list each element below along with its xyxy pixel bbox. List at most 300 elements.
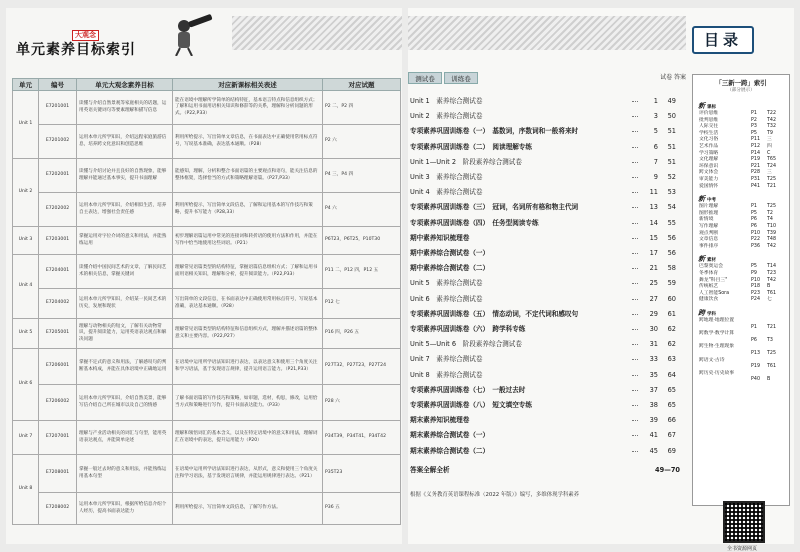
toc-leader-dots: [632, 329, 638, 330]
test-cell: P4 三，P4 四: [323, 159, 401, 193]
index-entry-label: 跨生物·生理现象: [699, 344, 735, 350]
index-entry-page: P36: [751, 243, 760, 249]
index-entry-page: P41: [751, 183, 760, 189]
toc-item[interactable]: [410, 231, 676, 245]
index-entry-page: P19: [751, 157, 760, 163]
test-cell: P36 五: [323, 493, 401, 525]
col-header-code: 编号: [39, 79, 77, 91]
index-entry-page: P1: [751, 204, 757, 210]
toc-answer-page: 51: [667, 157, 676, 166]
toc-test-page: 25: [649, 279, 658, 288]
toc-leader-dots: [632, 268, 638, 269]
standard-cell: 利用所给提示，写出简单文段信息，了解和运用基本的写作技巧和策略，提升书写能力（P28,33）: [173, 193, 323, 227]
unit-cell: Unit 3: [13, 227, 39, 255]
index-entry-item: T2: [767, 210, 773, 216]
index-entry: [699, 244, 785, 251]
answers-pages: 49—70: [655, 466, 680, 474]
index-entry-page: P12: [751, 144, 760, 149]
toc-item[interactable]: [410, 261, 676, 275]
index-entry-label: 跨历史·历史故事: [699, 370, 735, 376]
toc-answer-page: 60: [667, 294, 676, 303]
code-cell: E7206001: [39, 349, 77, 385]
index-entry-label: 跨语文·古诗: [699, 357, 725, 363]
index-entry-item: T23: [767, 271, 777, 276]
toc-item-title: 专项素养巩固训练卷（一） 基数词，序数词和一般将来时: [410, 127, 579, 136]
toc-leader-dots: [632, 451, 638, 452]
index-entry-label: 跨文体会: [699, 170, 719, 176]
index-entry-item: T9: [767, 130, 773, 136]
test-cell: P4 六: [323, 193, 401, 227]
index-entry-page: P10: [751, 230, 760, 236]
toc-item-title: Unit 8 素养综合测试卷: [410, 370, 483, 379]
toc-item-title: 专项素养巩固训练卷（五） 情态动词，不定代词和感叹句: [410, 309, 579, 318]
index-entry-label: 跨地理·地理位置: [699, 318, 735, 323]
code-cell: E7202002: [39, 193, 77, 227]
table-row: [13, 421, 401, 455]
index-section-heading: [698, 194, 716, 204]
index-entry: [699, 284, 785, 291]
toc-leader-dots: [632, 359, 638, 360]
index-entry-page: P24: [751, 297, 760, 303]
toc-test-page: 13: [649, 203, 658, 212]
index-entry-item: 三: [767, 170, 772, 176]
tab-tests: 测试卷: [408, 72, 442, 84]
index-entry-item: T61: [767, 364, 777, 370]
toc-item[interactable]: [410, 444, 676, 458]
toc-test-page: 7: [653, 157, 658, 166]
index-entry-page: P1: [751, 111, 757, 116]
index-entry-page: P40: [751, 377, 760, 383]
index-entry: [699, 351, 785, 358]
index-section-sub: 课标: [707, 105, 716, 110]
toc-answer-page: 59: [667, 279, 676, 288]
toc-test-page: 41: [649, 431, 658, 440]
index-entry-page: P18: [751, 284, 760, 290]
code-cell: E7204002: [39, 289, 77, 319]
index-entry-item: T4: [767, 217, 773, 223]
index-entry-page: P23: [751, 290, 760, 296]
standard-cell: 写出简单的文段信息，在书面表达中正确使用常用标点符号，写说基本准确，表达基本通顺。（P28）: [173, 289, 323, 319]
qr-code-icon[interactable]: [723, 501, 765, 543]
unit-goal-table: [12, 78, 401, 525]
code-cell: E7205001: [39, 319, 77, 349]
footnote: 根据《义务教育英语课程标准（2022 年版）》编写，多维体现学科素养: [410, 492, 580, 498]
index-entry-item: T10: [767, 224, 777, 229]
left-page: [6, 8, 402, 544]
index-entry-label: 批判思维: [699, 117, 719, 123]
answers-entry[interactable]: [410, 463, 680, 477]
index-entry: [699, 177, 785, 184]
left-page-title: 单元素养目标索引: [16, 42, 136, 58]
index-entry: [699, 217, 785, 224]
toc-item[interactable]: [410, 124, 676, 138]
toc-leader-dots: [632, 253, 638, 254]
index-entry-item: T42: [767, 243, 777, 249]
answers-label: 答案全解全析: [410, 466, 450, 474]
index-entry-label: 图形推理: [699, 210, 719, 216]
toc-item[interactable]: [410, 170, 676, 184]
unit-cell: Unit 6: [13, 349, 39, 421]
table-header-row: [13, 79, 401, 91]
toc-leader-dots: [632, 101, 638, 102]
col-header-unit: 单元: [13, 79, 39, 91]
toc-item[interactable]: [410, 383, 676, 397]
index-entry-item: T22: [767, 111, 777, 116]
index-entry-label: 事件排序: [699, 243, 719, 249]
index-section-sub: 学科: [707, 312, 716, 317]
test-cell: P35T23: [323, 455, 401, 493]
toc-item-title: Unit 6 素养综合测试卷: [410, 294, 483, 303]
code-cell: E7207001: [39, 421, 77, 455]
index-entry: [699, 271, 785, 278]
toc-answer-page: 55: [667, 218, 676, 227]
toc-item-title: Unit 5 素养综合测试卷: [410, 279, 483, 288]
goal-cell: 运用本单元所学知识，根据所给信息介绍个人经历，提高书面表达能力: [77, 493, 173, 525]
table-row: [13, 159, 401, 193]
goal-cell: 理解与产业活动相关的词汇与句型，能用英语表达观点，并能简单论述: [77, 421, 173, 455]
table-row: [13, 493, 401, 525]
index-entry-label: 跨数学·数学计算: [699, 331, 735, 337]
toc-test-page: 5: [653, 127, 658, 136]
table-row: [13, 193, 401, 227]
toc-leader-dots: [632, 177, 638, 178]
index-entry-page: P13: [751, 351, 760, 356]
goal-cell: 运用本单元所学知识，介绍自然美景，能够写信介绍自己所在城市以及自己的情感: [77, 385, 173, 421]
toc-leader-dots: [632, 238, 638, 239]
index-entry: [699, 124, 785, 131]
toc-item[interactable]: [410, 109, 676, 123]
toc-test-page: 31: [649, 340, 658, 349]
index-entry-label: 文化理解: [699, 157, 719, 163]
index-entry-label: 文化习俗: [699, 137, 719, 143]
standard-cell: 在语境中运用所学语法知识进行表达，从形式，意义和使用三个角度关注和学习语法，基于发现语言规律，并能运用规律进行表达。（P21）: [173, 455, 323, 493]
toc-item-title: Unit 1 素养综合测试卷: [410, 97, 483, 105]
toc-test-page: 33: [649, 355, 658, 364]
index-entry-item: T42: [767, 277, 777, 283]
toc-test-page: 35: [649, 370, 658, 379]
toc-leader-dots: [632, 116, 638, 117]
toc-test-page: 29: [649, 309, 658, 318]
index-entry-page: P6: [751, 337, 757, 343]
toc-item-title: 期中素养综合测试卷（一）: [410, 249, 490, 257]
index-entry-item: B: [767, 284, 771, 290]
unit-cell: Unit 2: [13, 159, 39, 227]
standard-cell: 理解常见语篇类型的结构特征和信息组织方式，理解并描述语篇的整体意义和主要内容。（P22,P27）: [173, 319, 323, 349]
toc-answer-page: 54: [667, 203, 676, 212]
index-entry: [699, 364, 785, 371]
toc-answer-page: 52: [667, 173, 676, 181]
toc-item[interactable]: [410, 398, 676, 412]
index-entry-page: P11: [751, 137, 760, 143]
toc-item-title: 期中素养知识梳理卷: [410, 233, 470, 242]
toc-answer-page: 65: [667, 401, 676, 409]
code-cell: E7204001: [39, 255, 77, 289]
test-cell: P28 六: [323, 385, 401, 421]
index-entry: [699, 144, 785, 151]
goal-cell: 运用本单元所学知识，介绍远程家庭旅游信息，培养跨文化意识和创造思维: [77, 125, 173, 159]
index-entry-page: P10: [751, 277, 760, 283]
table-row: [13, 91, 401, 125]
index-entry-page: P19: [751, 364, 760, 370]
goal-cell: 运用本单元所学知识，介绍某一民间艺术的历史，发展和现状: [77, 289, 173, 319]
toc-item-title: Unit 7 素养综合测试卷: [410, 355, 483, 364]
index-entry-label: 人际交往: [699, 124, 719, 130]
test-cell: P16 四，P26 五: [323, 319, 401, 349]
toc-test-page: 9: [653, 173, 658, 181]
toc-leader-dots: [632, 405, 638, 406]
toc-answer-page: 69: [667, 446, 676, 455]
code-cell: E7206002: [39, 385, 77, 421]
qr-label: 全书资源网页: [726, 546, 757, 552]
index-entry: [699, 137, 785, 144]
index-entry-item: T25: [767, 177, 777, 182]
toc-answer-page: 67: [667, 431, 676, 440]
standard-cell: 利用所给提示，写出简单文章信息，在书面表达中正确使用常用标点符号，写说基本准确，表达基本通顺。（P28）: [173, 125, 323, 159]
goal-cell: 掌握不定式的意义和用法，了解感叹句的判断基本构成，并能在具体语境中正确地运用: [77, 349, 173, 385]
index-entry-label: 健康饮食: [699, 297, 719, 303]
index-entry-label: 传统纸艺: [699, 284, 719, 290]
toc-test-page: 27: [649, 294, 658, 303]
toc-leader-dots: [632, 223, 638, 224]
index-entry-item: T61: [767, 290, 777, 296]
index-entry: [699, 318, 785, 325]
standard-cell: 初步理解语篇运用中常见的连接词和转折语的使用方法和作用，并能在写作中恰当地使用这些词语。（P21）: [173, 227, 323, 255]
index-panel: [692, 74, 790, 552]
index-entry-item: T14: [767, 264, 777, 270]
index-entry: [699, 170, 785, 177]
toc-item[interactable]: [410, 276, 676, 290]
toc-item[interactable]: [410, 337, 676, 351]
code-cell: E7208001: [39, 455, 77, 493]
toc-answer-page: 63: [667, 355, 676, 364]
toc-item[interactable]: [410, 292, 676, 306]
left-header: [6, 8, 402, 60]
index-entry-label: 学习策略: [699, 150, 719, 156]
index-section-heading: [698, 101, 716, 111]
test-cell: P6T23，P6T25，P10T30: [323, 227, 401, 255]
toc-leader-dots: [632, 375, 638, 376]
index-entry-label: 艺术作品: [699, 144, 719, 149]
index-entry-page: P1: [751, 324, 757, 330]
index-entry-item: T3: [767, 337, 773, 343]
toc-item[interactable]: [410, 216, 676, 230]
toc-test-page: 37: [649, 385, 658, 394]
table-row: [13, 255, 401, 289]
unit-cell: Unit 4: [13, 255, 39, 319]
index-section-heading: [698, 308, 716, 318]
table-row: [13, 289, 401, 319]
index-subtitle: （部分展示）: [727, 88, 755, 93]
goal-cell: 掌握运用对字位介词的意义和用法，并能熟练运用: [77, 227, 173, 255]
index-entry-label: 审美能力: [699, 177, 719, 182]
standard-cell: 能在语境中理解所学简单的结构特征，基本语言特点和信息组织方式；了解和运用书面用语相关知识和修辞等的关系，理解和分析问题的形式。（P22,P33）: [173, 91, 323, 125]
header-hatch-decoration: [232, 16, 402, 50]
index-entry-label: 巴黎奥运会: [699, 264, 723, 270]
toc-leader-dots: [632, 192, 638, 193]
index-entry: [699, 111, 785, 118]
toc-item-title: 期末素养综合测试卷（二）: [410, 446, 490, 455]
index-entry-label: 学校生活: [699, 130, 719, 136]
code-cell: E7201001: [39, 91, 77, 125]
index-entry: [699, 377, 785, 384]
index-section-heading: [698, 254, 716, 264]
test-cell: P2 六: [323, 125, 401, 159]
test-cell: P12 七: [323, 289, 401, 319]
toc-leader-dots: [632, 131, 638, 132]
index-entry: [699, 204, 785, 211]
index-section-char: 新: [698, 255, 705, 264]
toc-item[interactable]: [410, 322, 676, 336]
toc-tabs: [408, 72, 688, 84]
toc-item[interactable]: [410, 200, 676, 214]
header-hatch-decoration: [408, 16, 686, 50]
index-entry: [699, 371, 785, 378]
toc-leader-dots: [632, 162, 638, 163]
index-entry: [699, 184, 785, 191]
index-entry-item: T48: [767, 237, 777, 243]
toc-item-title: 专项素养巩固训练卷（四） 任务型阅读专练: [410, 218, 539, 227]
toc-leader-dots: [632, 344, 638, 345]
index-entry-item: T25: [767, 351, 777, 356]
index-entry-label: 新情境: [699, 217, 714, 223]
index-entry-label: 人工智能Sora: [699, 290, 730, 296]
goal-cell: 读懂与介绍自然景观等家庭相关的话题，运用英语关键词句等要素理解和描写信息: [77, 91, 173, 125]
index-entry: [699, 237, 785, 244]
code-cell: E7202001: [39, 159, 77, 193]
toc-item-title: 专项素养巩固训练卷（三） 冠词，名词所有格和物主代词: [410, 203, 579, 212]
toc-item[interactable]: [410, 307, 676, 321]
toc-item-title: 专项素养巩固训练卷（七） 一般过去时: [410, 385, 526, 394]
goal-cell: 读懂与介绍讨论并且良好的自然现象，能够理解并能通过基本事实，提升书面理解: [77, 159, 173, 193]
standard-cell: 了解书面语篇的写作技巧和策略，如审题，选材，构思，修改，运用恰当方式和策略进行写作，提升书面表达能力。（P33）: [173, 385, 323, 421]
toc-item-title: Unit 2 素养综合测试卷: [410, 112, 483, 121]
index-entry-item: T21: [767, 183, 777, 189]
goal-cell: 运用本单元所学知识，介绍相似生活，培养自主表达，增强社会责任感: [77, 193, 173, 227]
toc-item[interactable]: [410, 94, 676, 108]
right-page: [408, 8, 794, 552]
toc-item[interactable]: [410, 352, 676, 366]
index-entry: [699, 331, 785, 338]
toc-answer-page: 66: [667, 416, 676, 425]
index-entry-page: P21: [751, 163, 760, 169]
toc-test-page: 30: [649, 325, 658, 333]
toc-test-page: 6: [653, 142, 658, 151]
index-entry-page: P5: [751, 130, 757, 136]
toc-test-page: 15: [649, 233, 658, 242]
index-entry-label: 冬季体育: [699, 271, 719, 276]
index-entry: [699, 224, 785, 231]
index-entry-item: T65: [767, 157, 777, 163]
toc-item-title: Unit 3 素养综合测试卷: [410, 173, 483, 181]
telescope-mascot-icon: [166, 14, 216, 56]
index-entry-item: T24: [767, 163, 777, 169]
toc-test-page: 11: [649, 188, 658, 197]
index-entry-item: T25: [767, 204, 777, 210]
test-cell: P11 二，P12 四，P12 五: [323, 255, 401, 289]
toc-item-title: Unit 1—Unit 2 阶段素养综合测试卷: [410, 157, 522, 166]
toc-item[interactable]: [410, 246, 676, 260]
toc-test-page: 38: [649, 401, 658, 409]
index-entry-page: P31: [751, 177, 760, 182]
unit-cell: Unit 5: [13, 319, 39, 349]
toc-item-title: 期末素养综合测试卷（一）: [410, 431, 490, 440]
toc-answer-page: 49: [667, 97, 676, 105]
index-entry-item: B: [767, 377, 771, 383]
toc-test-page: 39: [649, 416, 658, 425]
toc-answer-page: 51: [667, 127, 676, 136]
toc-item-title: Unit 4 素养综合测试卷: [410, 188, 483, 197]
toc-leader-dots: [632, 207, 638, 208]
index-entry-page: P28: [751, 170, 760, 176]
index-entry-item: T39: [767, 230, 777, 236]
toc-test-page: 21: [649, 264, 658, 273]
table-row: [13, 227, 401, 255]
index-entry-label: 观点判断: [699, 230, 719, 236]
test-cell: P27T32，P27T23，P27T24: [323, 349, 401, 385]
standard-cell: 在语境中运用所学语法知识进行表达，以表达意义和使用三个角度关注和学习语法，基于发现语言规律，提升运用语言能力。（P21,P33）: [173, 349, 323, 385]
index-entry-item: 七: [767, 297, 772, 303]
test-cell: P2 二，P2 四: [323, 91, 401, 125]
toc-item[interactable]: [410, 140, 676, 154]
index-entry-page: P5: [751, 264, 757, 270]
standard-cell: 能感知，理解，分析和整合书面语篇的主要观点和语句，能关注信息的整体框架，选择恰当的方式和策略理解语篇。（P27,P33）: [173, 159, 323, 193]
index-section-sub: 中考: [707, 198, 716, 204]
toc-answer-page: 51: [667, 142, 676, 151]
goal-cell: 掌握一般过去时的意义和用法，并能熟练运用基本句型: [77, 455, 173, 493]
table-row: [13, 385, 401, 421]
unit-cell: Unit 1: [13, 91, 39, 159]
index-entry-item: 三: [767, 137, 772, 143]
big-idea-badge: 大观念: [72, 30, 99, 41]
index-entry-label: 写作理解: [699, 224, 719, 229]
toc-item[interactable]: [410, 413, 676, 427]
toc-answer-page: 56: [667, 233, 676, 242]
toc-answer-page: 64: [667, 370, 676, 379]
unit-cell: Unit 8: [13, 455, 39, 525]
index-section-char: 新: [698, 195, 705, 204]
toc-item-title: 期末素养知识梳理卷: [410, 416, 470, 425]
code-cell: E7203001: [39, 227, 77, 255]
standard-cell: 理解常见语篇类型的结构特征，掌握语篇信息组织方式；了解和运用书面用语相关知识，理解和分析，提升阅读能力。（P22,P33）: [173, 255, 323, 289]
index-entry-page: P22: [751, 237, 760, 243]
index-entry-page: P5: [751, 210, 757, 216]
col-header-goal: 单元大观念素养目标: [77, 79, 173, 91]
index-entry-page: P6: [751, 224, 757, 229]
toc-answer-page: 58: [667, 264, 676, 273]
toc-item[interactable]: [410, 428, 676, 442]
col-header-test: 对应试题: [323, 79, 401, 91]
toc-leader-dots: [632, 420, 638, 421]
standard-cell: 理解和领悟词汇的基本含义，以及在特定语境中的意义和用法，理解词汇在语境中的表达，提升运用能力（P20）: [173, 421, 323, 455]
toc-item[interactable]: [410, 185, 676, 199]
index-entry-label: 舞龙"科目三": [699, 277, 728, 283]
toc-item[interactable]: [410, 155, 676, 169]
unit-cell: Unit 7: [13, 421, 39, 455]
tab-training: 训练卷: [444, 72, 478, 84]
toc-item-title: 期中素养综合测试卷（二）: [410, 264, 490, 273]
index-entry-item: 四: [767, 144, 772, 149]
table-row: [13, 125, 401, 159]
toc-test-page: 17: [649, 249, 658, 257]
toc-leader-dots: [632, 390, 638, 391]
index-title: 「三新一跨」索引: [715, 79, 767, 87]
table-row: [13, 319, 401, 349]
toc-leader-dots: [632, 435, 638, 436]
toc-item[interactable]: [410, 368, 676, 382]
toc-test-page: 45: [649, 446, 658, 455]
toc-test-page: 1: [653, 97, 658, 105]
index-entry-page: P3: [751, 124, 757, 130]
